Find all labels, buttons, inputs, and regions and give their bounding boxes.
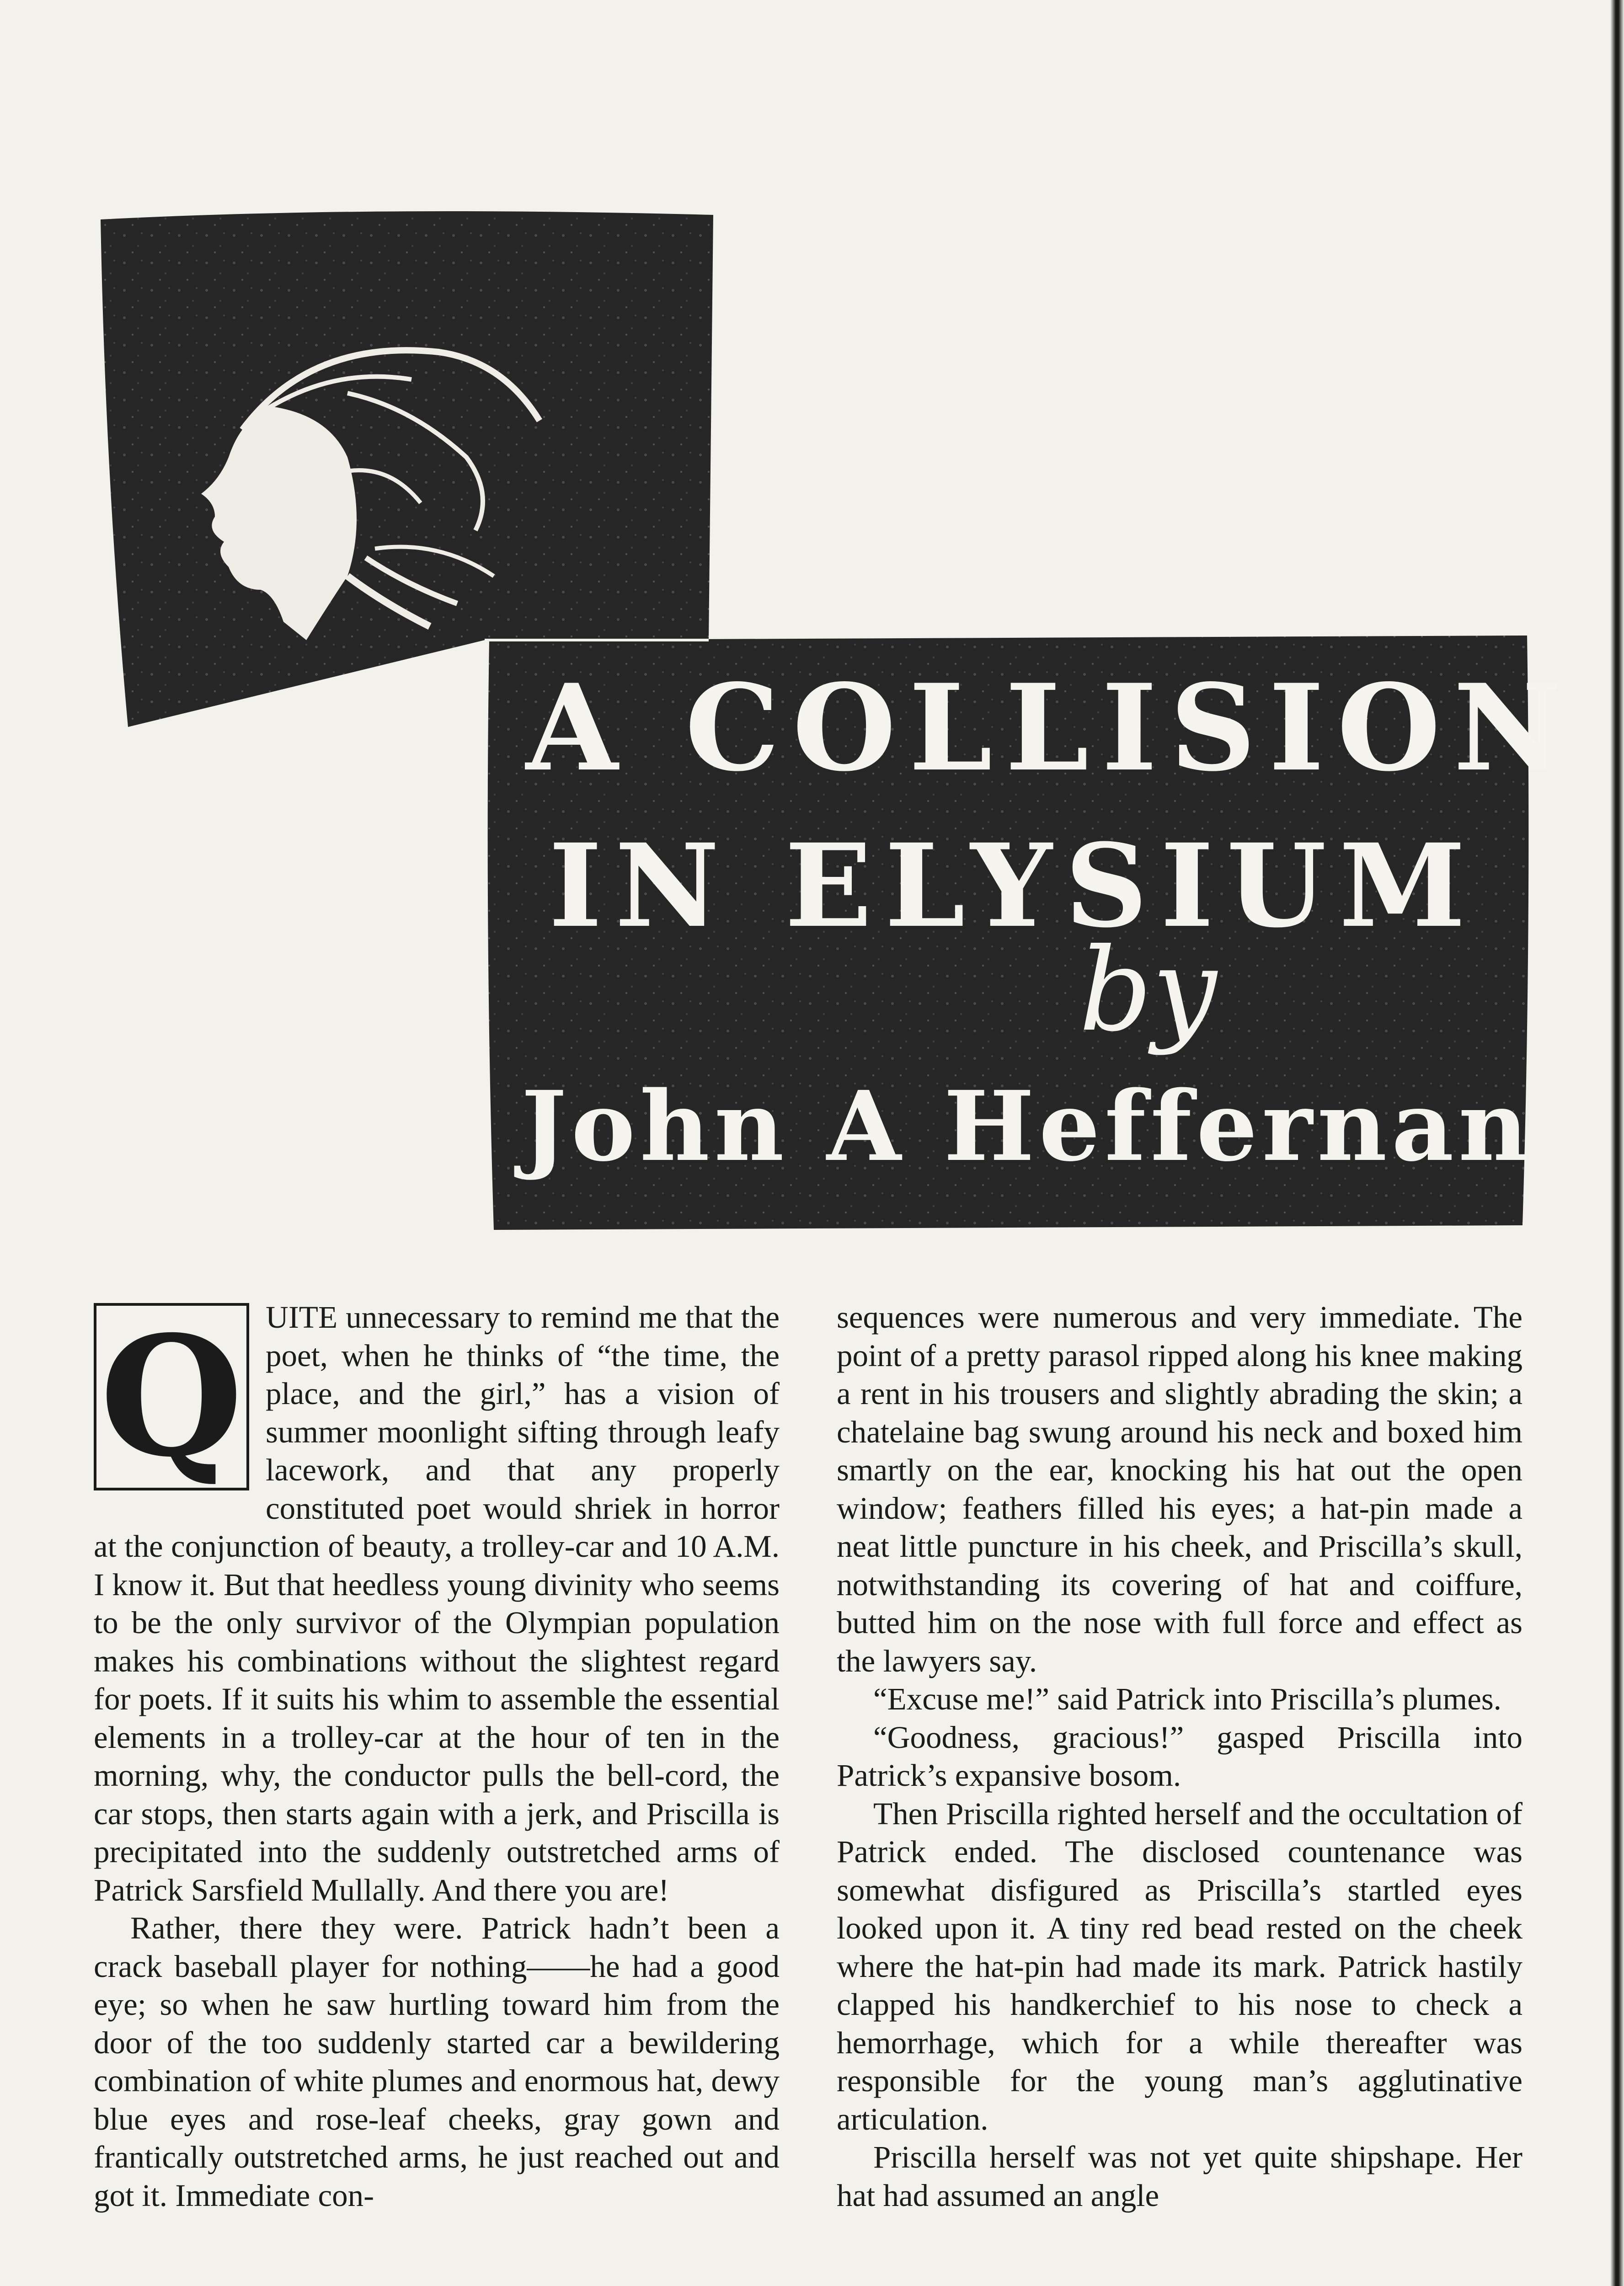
article-title-line2: IN ELYSIUM	[549, 818, 1479, 953]
paragraph-1	[94, 1298, 780, 1909]
byline-author: John A Heffernan	[521, 1070, 1533, 1183]
text-column-right	[837, 1298, 1522, 2215]
paragraph-shipshape: Priscilla herself was not yet quite shipshape. Her hat had assumed an angle	[837, 2140, 1522, 2213]
text-column-left	[94, 1298, 780, 2215]
paragraph-excuse: “Excuse me!” said Patrick into Priscilla’s plumes.	[873, 1682, 1501, 1716]
paragraph-1-text: UITE unnecessary to remind me that the poet, when he thinks of “the time, the place, and the girl,” has a vision of summer moonlight sifting through leafy lacework, and that any properly constituted poet would shriek in horror at the conjunction of beauty, a trolley-car and 10 A.M. I know it. But that heedless young divinity who seems to be the only survivor of the Olympian population makes his combinations without the slightest regard for poets. If it suits his whim to assemble the essential elements in a trolley-car at the hour of ten in the morning, why, the conductor pulls the bell-cord, the car stops, then starts again with a jerk, and Priscilla is precipitated into the suddenly outstretched arms of Patrick Sarsfield Mullally. And there you are!	[94, 1300, 780, 1907]
drop-cap-letter: Q	[94, 1303, 249, 1490]
article-title-line1: A COLLISION	[526, 658, 1575, 798]
paragraph-continuation: sequences were numerous and very immediate. The point of a pretty parasol ripped along his knee making a rent in his trousers and slightly abrading the skin; a chatelaine bag swung around his neck and boxed him smartly on the ear, knocking his hat out the open window; feathers filled his eyes; a hat-pin made a neat little puncture in his cheek, and Priscilla’s skull, notwithstanding its covering of hat and coiffure, butted him on the nose with full force and effect as the lawyers say.	[837, 1300, 1522, 1678]
paragraph-goodness: “Goodness, gracious!” gasped Priscilla into Patrick’s expansive bosom.	[837, 1720, 1522, 1793]
paragraph-2: Rather, there they were. Patrick hadn’t been a crack baseball player for nothing——he had a good eye; so when he saw hurtling toward him from the door of the too suddenly started car a bewildering combination of white plumes and enormous hat, dewy blue eyes and rose-leaf cheeks, gray gown and frantically outstretched arms, he just reached out and got it. Immediate con-	[94, 1911, 780, 2213]
paragraph-occultation: Then Priscilla righted herself and the occultation of Patrick ended. The disclosed countenance was somewhat disfigured as Priscilla’s startled eyes looked upon it. A tiny red bead rested on the cheek where the hat-pin had made its mark. Patrick hastily clapped his handkerchief to his nose to check a hemorrhage, which for a while thereafter was responsible for the young man’s agglutinative articulation.	[837, 1796, 1522, 2136]
byline-by: by	[1079, 924, 1217, 1057]
scan-edge	[1610, 0, 1624, 2286]
